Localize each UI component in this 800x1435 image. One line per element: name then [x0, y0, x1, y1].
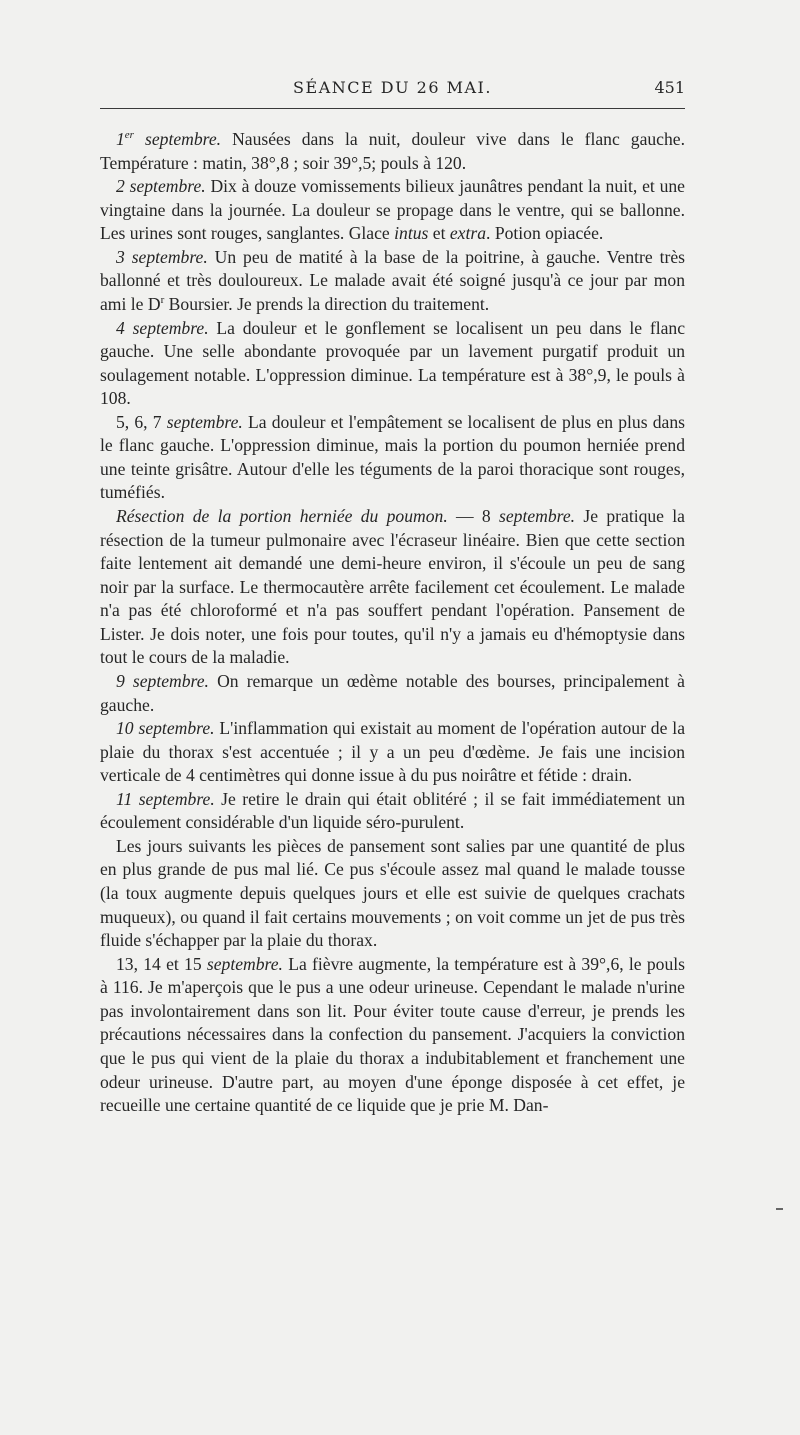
entry-text: La douleur et le gonflement se localisent un peu dans le flanc gauche. Une selle abondante provoquée par un lavement purgatif produit un soulagement notable. L'oppression diminue. La température est à 38°,9, le pouls à 108. [100, 317, 686, 409]
entry-text: Je pratique la résection de la tumeur pulmonaire avec l'écraseur linéaire. Bien que cette section faite lentement ait demandé une demi-heure environ, il s'écoule un peu de sang noir par la surface. Le thermocautère arrête facilement cet écoulement. Le malade n'a pas été chloroformé et n'a pas souffert pendant l'opération. Pansement de Lister. Je dois noter, une fois pour toutes, qu'il n'y a jamais eu d'hémoptysie dans tout le cours de la maladie. [100, 506, 685, 668]
entry-date: 10 septembre. [116, 718, 215, 739]
running-header [100, 78, 685, 102]
paragraph-1 [100, 128, 685, 175]
paragraph-3: 3 septembre. Un peu de matité à la base de la poitrine, à gauche. Ventre très ballonné et très douloureux. Le malade avait été soigné jusqu'à ce jour par mon ami le $D^r$ Boursier. Je prends la direction du traitement. [100, 246, 685, 314]
entry-date-number: 5, 6, 7 [116, 411, 167, 432]
entry-text: La douleur et l'empâtement se localisent de plus en plus dans le flanc gauche. L'oppression diminue, mais la portion du poumon herniée prend une teinte grisâtre. Autour d'elle les téguments de la paroi thoracique sont rouges, tuméfiés. [100, 411, 685, 503]
entry-date: 2 septembre. [116, 176, 206, 197]
section-heading: Résection de la portion herniée du poumon. [116, 506, 448, 526]
entry-date: 9 septembre. [116, 670, 209, 691]
paragraph-5 [100, 411, 685, 505]
running-title: SÉANCE DU 26 MAI. [293, 78, 492, 97]
entry-text: La fièvre augmente, la température est à 39°,6, le pouls à 116. Je m'aperçois que le pus a une odeur urineuse. Cependant le malade n'urine pas involontairement dans son lit. Pour éviter toute cause d'erreur, je prends les précautions nécessaires dans la confection du pansement. J'acquiers la conviction que le pus qui vient de la plaie du thorax a indubitablement et franchement une odeur urineuse. D'autre part, au moyen d'une éponge disposée à cet effet, je recueille une certaine quantité de ce liquide que je prie M. Dan- [100, 953, 685, 1116]
entry-date: 11 septembre. [116, 788, 215, 809]
entry-text: Je retire le drain qui était oblitéré ; il se fait immédiatement un écoulement considérable d'un liquide séro-purulent. [100, 788, 685, 833]
entry-date: 4 septembre. [116, 317, 209, 338]
paragraph-9 [100, 788, 685, 835]
paragraph-10 [100, 835, 685, 953]
paragraph-11 [100, 953, 685, 1118]
page-number: 451 [654, 78, 685, 97]
entry-text: L'inflammation qui existait au moment de l'opération autour de la plaie du thorax s'est accentuée ; il y a un peu d'œdème. Je fais une incision verticale de 4 centimètres qui donne issue à du pus noirâtre et fétide : drain. [100, 718, 685, 786]
body-text [100, 128, 685, 1118]
paragraph-7 [100, 670, 685, 717]
entry-text: Nausées dans la nuit, douleur vive dans le flanc gauche. Température : matin, 38°,8 ; soir 39°,5; pouls à 120. [100, 129, 685, 173]
entry-date: 1er septembre. [116, 129, 222, 149]
entry-date: septembre. [499, 506, 576, 526]
entry-date-number: 13, 14 et 15 [116, 953, 207, 974]
entry-date: 3 septembre. [116, 246, 208, 267]
entry-text: Les jours suivants les pièces de pansement sont salies par une quantité de plus en plus grande de pus mal lié. Ce pus s'écoule assez mal quand le malade tousse (la toux augmente depuis quelques jours et elle est suivie de quelques crachats muqueux), ou quand il fait certains mouvements ; on voit comme un jet de pus très fluide s'échapper par la plaie du thorax. [100, 835, 685, 951]
entry-date: septembre. [206, 953, 283, 974]
paragraph-8 [100, 717, 685, 788]
paragraph-4 [100, 317, 685, 411]
entry-text: On remarque un œdème notable des bourses, principalement à gauche. [100, 670, 685, 715]
margin-mark [776, 1208, 783, 1210]
header-rule [100, 108, 685, 109]
entry-date: septembre. [166, 411, 243, 432]
paragraph-6: Résection de la portion herniée du poumon. — 8 septembre. Je pratique la résection de la tumeur pulmonaire avec l'écraseur linéaire. Bien que cette section faite lentement ait demandé une demi-heure environ, il s'écoule un peu de sang noir par la surface. Le thermocautère arrête facilement cet écoulement. Le malade n'a pas été chloroformé et n'a pas souffert pendant l'opération. Pansement de Lister. Je dois noter, une fois pour toutes, qu'il n'y a jamais eu d'hémoptysie dans tout le cours de la maladie. [100, 506, 685, 668]
paragraph-2: 2 septembre. Dix à douze vomissements bilieux jaunâtres pendant la nuit, et une vingtaine dans la journée. La douleur se propage dans le ventre, qui se ballonne. Les urines sont rouges, sanglantes. Glace intus et extra. Potion opiacée. [100, 176, 685, 244]
